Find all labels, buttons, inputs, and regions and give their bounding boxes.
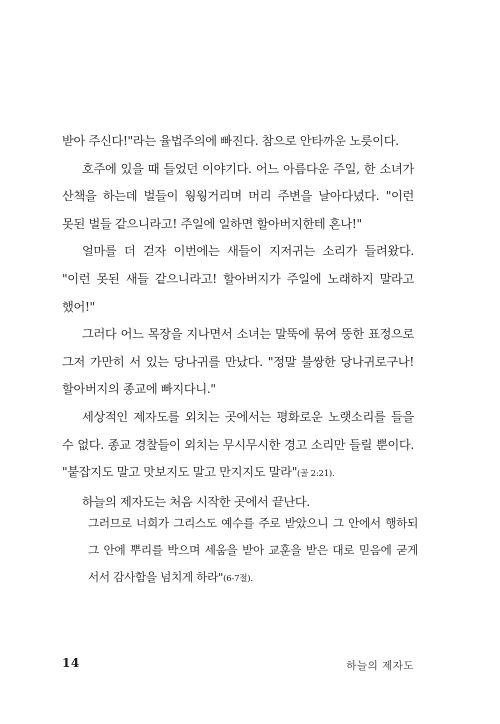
paragraph-1: 받아 주신다!"라는 율법주의에 빠진다. 참으로 안타까운 노릇이다. <box>62 134 399 148</box>
quote-text: 그러므로 너희가 그리스도 예수를 주로 받았으니 그 안에서 행하되 그 안에 뿌리를 박으며 세움을 받아 교훈을 받은 대로 믿음에 굳게 서서 감사함을 넘치게 하라" <box>88 516 418 584</box>
page-body <box>62 128 414 516</box>
scripture-quote <box>88 510 418 593</box>
running-title: 하늘의 제자도 <box>346 660 414 672</box>
page-number: 14 <box>62 656 80 670</box>
paragraph-3: 얼마를 더 걷자 이번에는 새들이 지저귀는 소리가 들려왔다. "이런 못된 새들 같으니라고! 할아버지가 주일에 노래하지 말라고 했어!" <box>62 244 414 314</box>
paragraph-2: 호주에 있을 때 들었던 이야기다. 어느 아름다운 주일, 한 소녀가 산책을 하는데 벌들이 웡웡거리며 머리 주변을 날아다녔다. "이런 못된 벌들 같으니라고! 주일에 일하면 할아버지한테 혼나!" <box>62 161 414 231</box>
quote-paragraph <box>88 510 418 593</box>
paragraph-5 <box>62 404 414 489</box>
paragraph-5-reference: (골 2:21). <box>297 469 335 480</box>
quote-reference: (6-7절). <box>223 574 253 584</box>
paragraph-5-text: 세상적인 제자도를 외치는 곳에서는 평화로운 노랫소리를 들을 수 없다. 종교 경찰들이 외치는 무시무시한 경고 소리만 들릴 뿐이다. "붙잡지도 말고 맛보지도 말고 만지지도 말라" <box>62 409 414 480</box>
paragraph-4: 그러다 어느 목장을 지나면서 소녀는 말뚝에 묶여 뚱한 표정으로 그저 가만히 서 있는 당나귀를 만났다. "정말 불쌍한 당나귀로구나! 할아버지의 종교에 빠지다니." <box>62 327 414 397</box>
paragraph-6: 하늘의 제자도는 처음 시작한 곳에서 끝난다. <box>82 494 310 509</box>
